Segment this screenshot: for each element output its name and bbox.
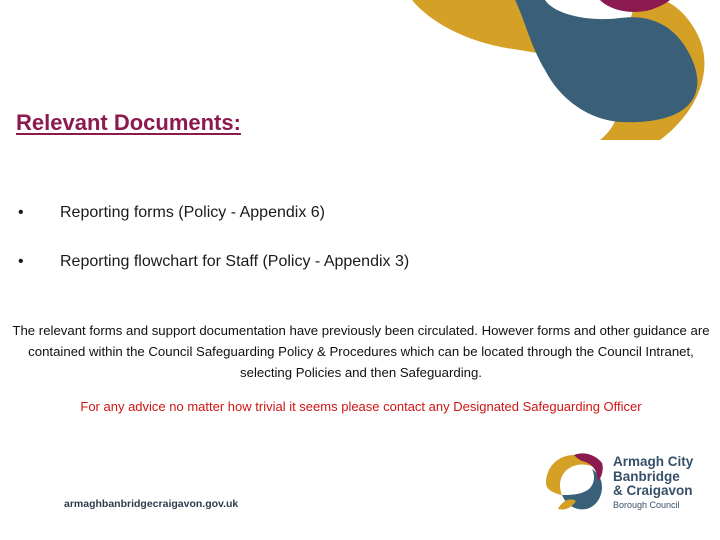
bullet-marker: • [18, 204, 24, 221]
council-name-line: Armagh City [613, 454, 694, 469]
section-heading: Relevant Documents: [16, 110, 241, 135]
council-name-line: & Craigavon [613, 483, 693, 498]
body-paragraph: The relevant forms and support documentation have previously been circulated. However forms and other guidance are contained within the Council Safeguarding Policy & Procedures which can be located through the Council Intranet, selecting Policies and then Safeguarding. [12, 323, 710, 380]
council-logo-icon [540, 449, 608, 517]
council-name [613, 455, 693, 511]
list-item-text: Reporting forms (Policy - Appendix 6) [60, 204, 325, 221]
bullet-marker: • [18, 253, 24, 270]
list-item [18, 253, 409, 271]
list-item-text: Reporting flowchart for Staff (Policy - Appendix 3) [60, 253, 410, 270]
list-item [18, 204, 325, 222]
advice-note: For any advice no matter how trivial it seems please contact any Designated Safeguarding Officer [80, 399, 642, 414]
website-url[interactable]: armaghbanbridgecraigavon.gov.uk [64, 498, 239, 510]
council-name-line: Banbridge [613, 468, 680, 484]
council-subtitle: Borough Council [613, 499, 680, 510]
